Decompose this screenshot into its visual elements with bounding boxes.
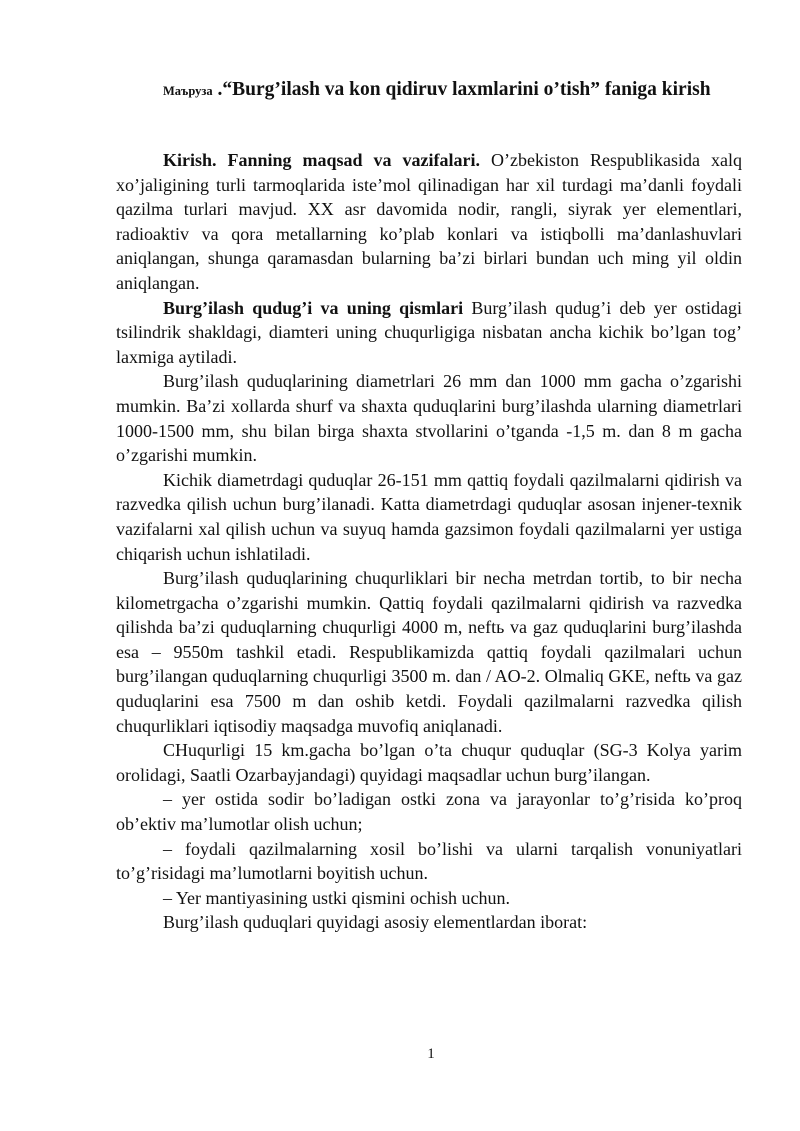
paragraph [116, 296, 742, 370]
paragraph-text: – Yer mantiyasining ustki qismini ochish uchun. [163, 887, 511, 908]
paragraph-text: – foydali qazilmalarning xosil bo’lishi va ularni tarqalish vonuniyatlari to’g’risidagi ma’lumotlarni boyitish uchun. [116, 838, 742, 884]
paragraph [116, 738, 742, 787]
paragraph-text: Burg’ilash quduqlarining diametrlari 26 mm dan 1000 mm gacha o’zgarishi mumkin. Ba’zi xollarda shurf va shaxta quduqlarini burg’ilashda ularning diametrlari 1000-1500 mm, shu bilan birga shaxta stvollarini o’tganda -1,5 m. dan 8 m gacha o’zgarishi mumkin. [116, 371, 742, 466]
paragraph-text: Burg’ilash qudug’i deb yer ostidagi tsilindrik shakldagi, diamteri uning chuqurligiga nisbatan ancha kichik bo’lgan tog’ laxmiga aytiladi. [116, 297, 742, 367]
section-heading: Kirish. Fanning maqsad va vazifalari. [163, 150, 481, 170]
page-number: 1 [427, 1046, 435, 1062]
paragraph [116, 566, 742, 738]
paragraph-text: Burg’ilash quduqlari quyidagi asosiy elementlardan iborat: [163, 912, 588, 933]
document-body [116, 148, 742, 935]
paragraph-text: – yer ostida sodir bo’ladigan ostki zona va jarayonlar to’g’risida ko’proq ob’ektiv ma’lumotlar olish uchun; [116, 789, 742, 835]
paragraph-text: CHuqurligi 15 km.gacha bo’lgan o’ta chuqur quduqlar (SG-3 Kolya yarim orolidagi, Saatli Ozarbayjandagi) quyidagi maqsadlar uchun burg’ilangan. [116, 740, 742, 785]
paragraph [116, 837, 742, 886]
paragraph [116, 910, 742, 935]
paragraph-text: Kichik diametrdagi quduqlar 26-151 mm qattiq foydali qazilmalarni qidirish va razvedka qilish uchun burg’ilanadi. Katta diametrdagi quduqlar asosan injener-texnik vazifalarni xal qilish uchun va suyuq hamda gazsimon foydali qazilmalarni yer ustiga chiqarish uchun ishlatiladi. [116, 469, 742, 564]
paragraph-text: O’zbekiston Respublikasida xalq xo’jaligining turli tarmoqlarida iste’mol qilinadigan har xil turdagi ma’danli foydali qazilma turlari mavjud. XX asr davomida nodir, rangli, siyrak yer elementlari, radioaktiv va qora metallarning ko’plab konlari va istiqbolli ma’danlashuvlari aniqlangan, shunga qaramasdan bularning ba’zi birlari bundan uch ming yil oldin aniqlangan. [116, 150, 742, 293]
section-heading: Burg’ilash qudug’i va uning qismlari [163, 297, 464, 318]
paragraph [116, 787, 742, 836]
paragraph [116, 148, 742, 296]
lecture-title-text: .“Burg’ilash va kon qidiruv laxmlarini o’tish” faniga kirish [212, 79, 711, 100]
paragraph [116, 369, 742, 467]
lecture-label: Маъруза [163, 84, 213, 98]
paragraph [116, 468, 742, 566]
paragraph [116, 886, 742, 911]
paragraph-text: Burg’ilash quduqlarining chuqurliklari bir necha metrdan tortib, to bir necha kilometrgacha o’zgarishi mumkin. Qattiq foydali qazilmalarni qidirish va razvedka qilishda ba’zi quduqlarning chuqurligi 4000 m, neftь va gaz quduqlarini burg’ilashda esa – 9550m tashkil etadi. Respublikamizda qattiq foydali qazilmalari uchun burg’ilangan quduqlarning chuqurligi 3500 m. dan / AO-2. Olmaliq GKE, neftь va gaz quduqlarini esa 7500 m dan oshib ketdi. Foydali qazilmalarni razvedka qilish chuqurliklari iqtisodiy maqsadga muvofiq aniqlanadi. [116, 568, 742, 736]
lecture-title [163, 76, 753, 105]
